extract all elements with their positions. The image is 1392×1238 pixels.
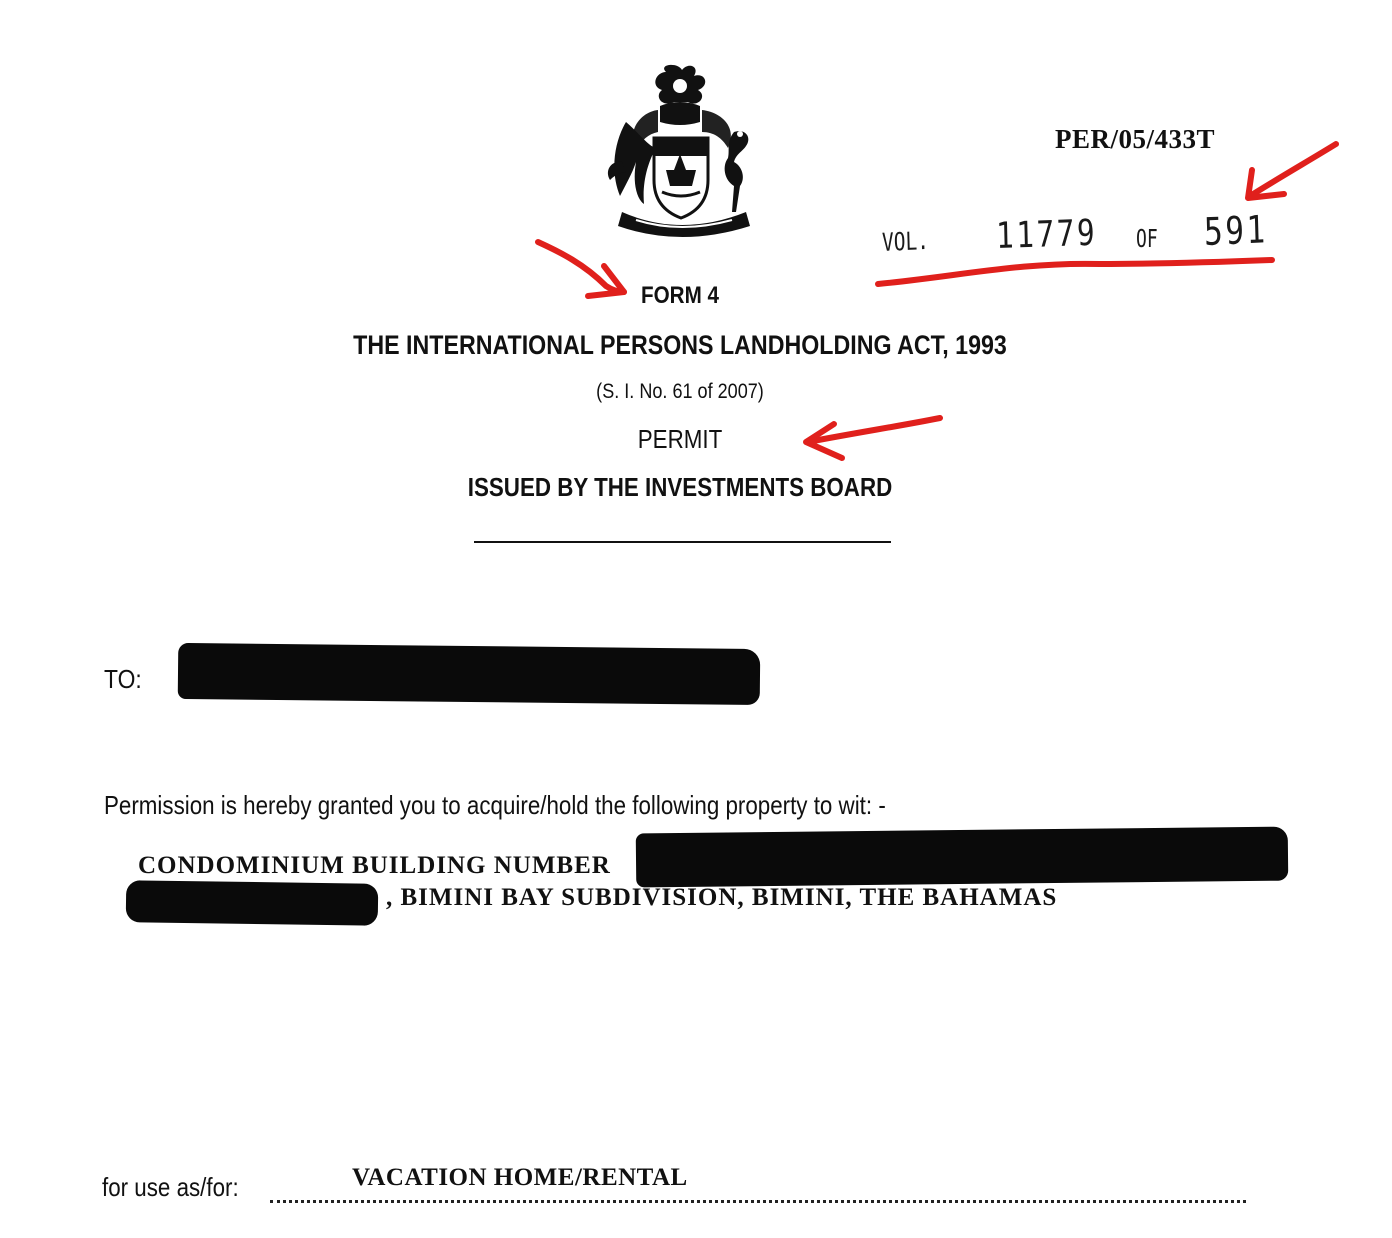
act-title: THE INTERNATIONAL PERSONS LANDHOLDING ACT, 1993 bbox=[353, 330, 1007, 360]
redacted-building-number bbox=[636, 827, 1289, 888]
redacted-recipient bbox=[178, 643, 761, 705]
statutory-instrument: (S. I. No. 61 of 2007) bbox=[596, 380, 764, 403]
property-description-line-1: CONDOMINIUM BUILDING NUMBER bbox=[138, 852, 611, 879]
permission-statement: Permission is hereby granted you to acquire/hold the following property to wit: - bbox=[104, 790, 886, 820]
volume-number: 11779 bbox=[995, 212, 1098, 257]
form-number: FORM 4 bbox=[641, 282, 719, 309]
page-number: 591 bbox=[1203, 207, 1269, 254]
red-arrow-icon bbox=[1248, 170, 1284, 198]
use-value: VACATION HOME/RENTAL bbox=[352, 1164, 688, 1191]
coat-of-arms-icon bbox=[596, 62, 766, 238]
property-description-line-2: , BIMINI BAY SUBDIVISION, BIMINI, THE BAHAMAS bbox=[386, 884, 1058, 911]
issuer-line: ISSUED BY THE INVESTMENTS BOARD bbox=[467, 472, 893, 502]
volume-stamp bbox=[878, 208, 1298, 278]
use-label: for use as/for: bbox=[102, 1172, 239, 1202]
volume-of-label: OF bbox=[1136, 224, 1158, 253]
recipient-label: TO: bbox=[104, 664, 142, 694]
permit-title: PERMIT bbox=[637, 424, 723, 454]
header-divider bbox=[474, 541, 891, 543]
redacted-unit bbox=[126, 880, 379, 926]
use-dotted-line bbox=[270, 1200, 1246, 1203]
volume-label: VOL. bbox=[881, 225, 930, 257]
reference-number: PER/05/433T bbox=[1054, 124, 1215, 154]
